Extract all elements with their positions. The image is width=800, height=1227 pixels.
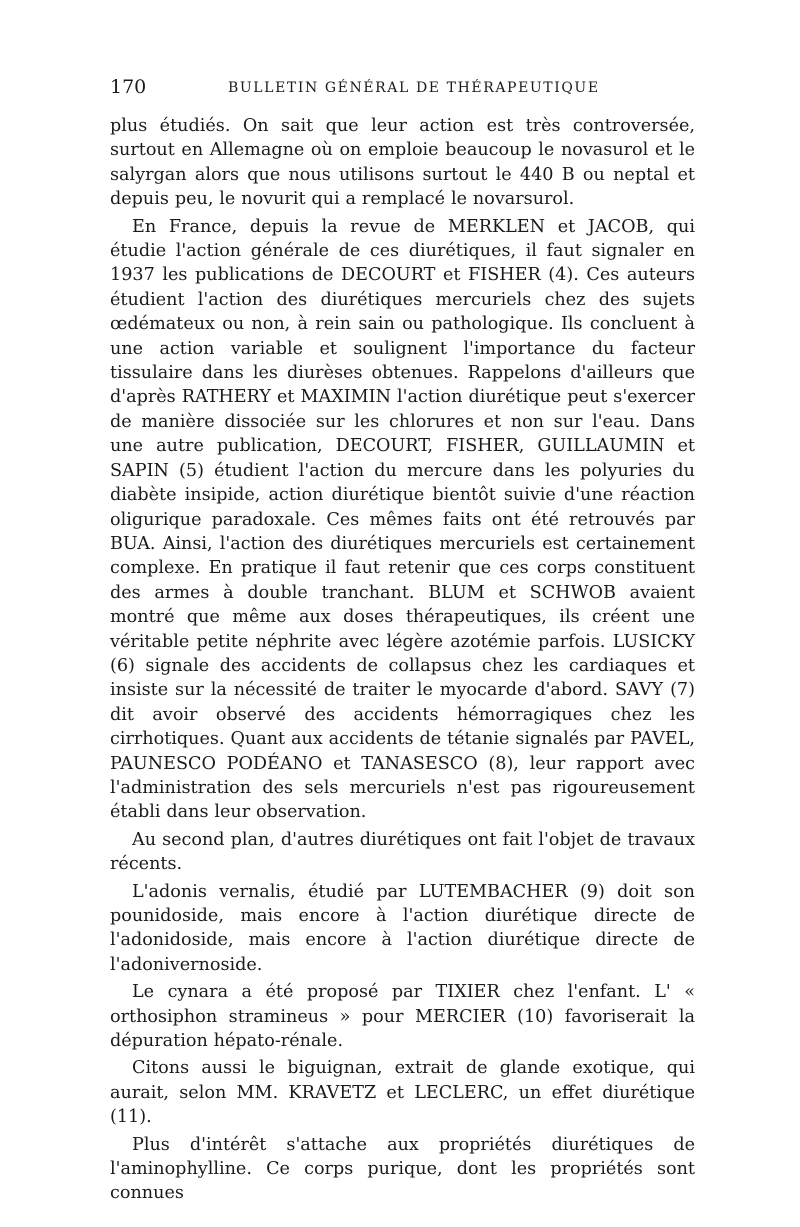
paragraph-1: plus étudiés. On sait que leur action est très controversée, surtout en Allemagne où on emploie beaucoup le novasurol et le salyrgan alors que nous utilisons surtout le 440 B ou neptal et depuis peu, le novurit qui a remplacé le novarsurol.: [110, 116, 695, 210]
paragraph-4: L'adonis vernalis, étudié par LUTEMBACHER (9) doit son pounidoside, mais encore à l'action diurétique directe de l'adonidoside, mais encore à l'action diurétique directe de l'adonivernoside.: [110, 881, 695, 975]
paragraph-2: En France, depuis la revue de MERKLEN et JACOB, qui étudie l'action générale de ces diurétiques, il faut signaler en 1937 les publications de DECOURT et FISHER (4). Ces auteurs étudient l'action des diurétiques mercuriels chez des sujets œdémateux ou non, à rein sain ou pathologique. Ils concluent à une action variable et soulignent l'importance du facteur tissulaire dans les diurèses obtenues. Rappelons d'ailleurs que d'après RATHERY et MAXIMIN l'action diurétique peut s'exercer de manière dissociée sur les chlorures et non sur l'eau. Dans une autre publication, DECOURT, FISHER, GUILLAUMIN et SAPIN (5) étudient l'action du mercure dans les polyuries du diabète insipide, action diurétique bientôt suivie d'une réaction oligurique paradoxale. Ces mêmes faits ont été retrouvés par BUA. Ainsi, l'action des diurétiques mercuriels est certainement complexe. En pratique il faut retenir que ces corps constituent des armes à double tranchant. BLUM et SCHWOB avaient montré que même aux doses thérapeutiques, ils créent une véritable petite néphrite avec légère azotémie parfois. LUSICKY (6) signale des accidents de collapsus chez les cardiaques et insiste sur la nécessité de traiter le myocarde d'abord. SAVY (7) dit avoir observé des accidents hémorragiques chez les cirrhotiques. Quant aux accidents de tétanie signalés par PAVEL, PAUNESCO PODÉANO et TANASESCO (8), leur rapport avec l'administration des sels mercuriels n'est pas rigoureusement établi dans leur observation.: [110, 216, 695, 823]
running-header: [110, 70, 695, 104]
document-page: [110, 70, 695, 1209]
body-text: [110, 114, 695, 1206]
paragraph-7: Plus d'intérêt s'attache aux propriétés diurétiques de l'aminophylline. Ce corps purique, dont les propriétés sont connues: [110, 1134, 695, 1204]
paragraph-6: Citons aussi le biguignan, extrait de glande exotique, qui aurait, selon MM. KRAVETZ et LECLERC, un effet diurétique (11).: [110, 1058, 695, 1128]
running-title: BULLETIN GÉNÉRAL DE THÉRAPEUTIQUE: [228, 80, 600, 96]
paragraph-5: Le cynara a été proposé par TIXIER chez l'enfant. L' « orthosiphon stramineus » pour MERCIER (10) favoriserait la dépuration hépato-rénale.: [110, 982, 695, 1052]
page-number: 170: [110, 76, 147, 98]
paragraph-3: Au second plan, d'autres diurétiques ont fait l'objet de travaux récents.: [110, 829, 695, 875]
